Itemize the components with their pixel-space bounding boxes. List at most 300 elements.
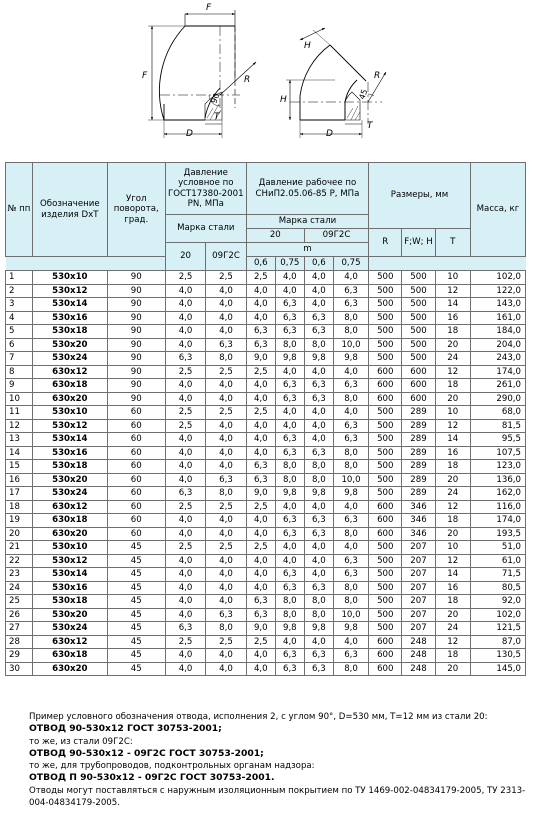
- table-cell: 6,3: [333, 298, 368, 312]
- table-cell: 4,0: [165, 460, 205, 474]
- table-row: [6, 473, 526, 487]
- table-cell: 161,0: [470, 311, 525, 325]
- table-cell: 6,3: [304, 514, 333, 528]
- table-cell: 6,3: [275, 311, 304, 325]
- table-cell: 45: [107, 554, 165, 568]
- table-cell: 4,0: [246, 527, 275, 541]
- table-row: [6, 433, 526, 447]
- table-row: [6, 608, 526, 622]
- table-cell: 28: [6, 635, 33, 649]
- table-cell: 2,5: [206, 365, 246, 379]
- table-row: [6, 392, 526, 406]
- table-cell: 18: [435, 595, 470, 609]
- table-cell: 4,0: [246, 581, 275, 595]
- label-h-top: H: [304, 41, 311, 51]
- table-cell: 6,3: [206, 608, 246, 622]
- table-cell: 4,0: [333, 635, 368, 649]
- table-row: [6, 662, 526, 676]
- table-cell: 4,0: [165, 527, 205, 541]
- table-cell: 90: [107, 284, 165, 298]
- table-cell: 500: [369, 608, 402, 622]
- table-cell: 4,0: [333, 541, 368, 555]
- table-cell: 9,0: [246, 487, 275, 501]
- table-cell: 4,0: [246, 392, 275, 406]
- col-pn-s09: 09Г2С: [206, 243, 246, 271]
- table-row: [6, 622, 526, 636]
- table-cell: 2,5: [165, 271, 205, 285]
- table-cell: 18: [435, 325, 470, 339]
- table-cell: 6,3: [206, 473, 246, 487]
- elbow-drawings: [0, 0, 535, 162]
- table-cell: 289: [402, 487, 435, 501]
- table-cell: 500: [369, 433, 402, 447]
- table-cell: 2,5: [206, 271, 246, 285]
- table-cell: 25: [6, 595, 33, 609]
- table-cell: 90: [107, 311, 165, 325]
- table-cell: 16: [435, 311, 470, 325]
- table-cell: 9,8: [304, 352, 333, 366]
- table-cell: 4,0: [206, 325, 246, 339]
- table-cell: 4,0: [304, 298, 333, 312]
- table-cell: 4,0: [246, 649, 275, 663]
- table-cell: 6,3: [304, 649, 333, 663]
- table-cell: 530x20: [32, 338, 107, 352]
- table-cell: 107,5: [470, 446, 525, 460]
- table-cell: 90: [107, 352, 165, 366]
- table-cell: 6,3: [275, 568, 304, 582]
- table-row: [6, 514, 526, 528]
- table-cell: 4,0: [333, 271, 368, 285]
- table-cell: 630x20: [32, 392, 107, 406]
- table-cell: 9,8: [275, 487, 304, 501]
- col-r: R: [369, 229, 402, 257]
- table-cell: 4,0: [165, 662, 205, 676]
- table-cell: 2,5: [206, 635, 246, 649]
- table-cell: 500: [369, 284, 402, 298]
- table-cell: 6,3: [275, 392, 304, 406]
- table-cell: 4,0: [304, 419, 333, 433]
- table-cell: 530x10: [32, 406, 107, 420]
- table-cell: 4,0: [246, 284, 275, 298]
- table-cell: 6,3: [275, 581, 304, 595]
- table-cell: 60: [107, 460, 165, 474]
- table-cell: 10: [435, 541, 470, 555]
- notes: [5, 711, 527, 809]
- table-cell: 6,3: [246, 608, 275, 622]
- table-cell: 60: [107, 406, 165, 420]
- table-row: [6, 379, 526, 393]
- designation-1: ОТВОД 90-530х12 ГОСТ 30753-2001;: [29, 723, 222, 735]
- table-cell: 4,0: [165, 379, 205, 393]
- table-cell: 4,0: [304, 406, 333, 420]
- table-cell: 2,5: [165, 541, 205, 555]
- col-t: T: [435, 229, 470, 257]
- table-cell: 4,0: [206, 568, 246, 582]
- table-cell: 4,0: [275, 554, 304, 568]
- table-cell: 6,3: [304, 662, 333, 676]
- table-cell: 6,3: [333, 554, 368, 568]
- table-cell: 6,3: [275, 298, 304, 312]
- table-cell: 90: [107, 379, 165, 393]
- table-cell: 530x10: [32, 541, 107, 555]
- table-row: [6, 325, 526, 339]
- table-cell: 4,0: [165, 595, 205, 609]
- table-cell: 26: [6, 608, 33, 622]
- table-cell: 500: [369, 460, 402, 474]
- table-cell: 500: [369, 541, 402, 555]
- table-cell: 4,0: [165, 473, 205, 487]
- table-cell: 4,0: [304, 635, 333, 649]
- table-cell: 45: [107, 608, 165, 622]
- table-cell: 6,3: [304, 392, 333, 406]
- table-cell: 12: [435, 365, 470, 379]
- table-cell: 8,0: [333, 460, 368, 474]
- table-cell: 184,0: [470, 325, 525, 339]
- table-body: [6, 271, 526, 676]
- table-cell: 6,3: [275, 325, 304, 339]
- table-cell: 530x20: [32, 608, 107, 622]
- table-cell: 17: [6, 487, 33, 501]
- table-cell: 4,0: [304, 541, 333, 555]
- col-work-s09: 09Г2С: [304, 229, 368, 243]
- table-cell: 23: [6, 568, 33, 582]
- table-cell: 18: [435, 379, 470, 393]
- table-cell: 7: [6, 352, 33, 366]
- table-row: [6, 365, 526, 379]
- table-cell: 12: [435, 554, 470, 568]
- table-cell: 289: [402, 419, 435, 433]
- col-work-s20: 20: [246, 229, 304, 243]
- col-fwh: F;W; H: [402, 229, 435, 257]
- col-pn-pressure: Давление условное по ГОСТ17380-2001 PN, МПа: [165, 163, 246, 215]
- table-cell: 18: [435, 514, 470, 528]
- table-cell: 6,3: [165, 622, 205, 636]
- designation-2: ОТВОД 90-530х12 - 09Г2С ГОСТ 30753-2001;: [29, 747, 264, 759]
- table-cell: 6,3: [333, 419, 368, 433]
- table-cell: 6,3: [206, 338, 246, 352]
- table-cell: 600: [369, 500, 402, 514]
- table-cell: 20: [435, 473, 470, 487]
- table-cell: 6,3: [246, 338, 275, 352]
- elbow-spec-table: [5, 162, 526, 676]
- table-row: [6, 338, 526, 352]
- table-cell: 500: [402, 311, 435, 325]
- table-cell: 12: [435, 500, 470, 514]
- table-cell: 18: [435, 649, 470, 663]
- table-cell: 600: [369, 635, 402, 649]
- table-cell: 4,0: [206, 419, 246, 433]
- table-cell: 116,0: [470, 500, 525, 514]
- table-cell: 630x20: [32, 662, 107, 676]
- table-cell: 12: [435, 419, 470, 433]
- table-cell: 207: [402, 622, 435, 636]
- table-cell: 24: [435, 487, 470, 501]
- table-cell: 4,0: [246, 662, 275, 676]
- table-cell: 9,8: [333, 622, 368, 636]
- label-r2: R: [374, 71, 381, 81]
- table-cell: 8,0: [275, 595, 304, 609]
- table-cell: 500: [369, 298, 402, 312]
- table-cell: 122,0: [470, 284, 525, 298]
- table-cell: 193,5: [470, 527, 525, 541]
- table-cell: 4,0: [165, 311, 205, 325]
- table-cell: 8,0: [275, 608, 304, 622]
- table-cell: 2,5: [246, 635, 275, 649]
- table-cell: 60: [107, 433, 165, 447]
- table-cell: 4,0: [165, 325, 205, 339]
- col-work-pressure: Давление рабочее по СНиП2.05.06-85 P, МПа: [246, 163, 368, 215]
- table-cell: 12: [435, 284, 470, 298]
- table-cell: 4,0: [206, 649, 246, 663]
- table-cell: 8: [6, 365, 33, 379]
- table-cell: 500: [369, 473, 402, 487]
- table-cell: 4,0: [165, 608, 205, 622]
- table-row: [6, 284, 526, 298]
- table-cell: 500: [369, 568, 402, 582]
- table-cell: 500: [369, 406, 402, 420]
- table-cell: 8,0: [275, 338, 304, 352]
- table-row: [6, 311, 526, 325]
- table-cell: 600: [369, 392, 402, 406]
- table-row: [6, 649, 526, 663]
- table-cell: 207: [402, 568, 435, 582]
- table-cell: 61,0: [470, 554, 525, 568]
- table-cell: 500: [369, 271, 402, 285]
- table-cell: 6,3: [275, 514, 304, 528]
- col-m3: 0,6: [304, 257, 333, 271]
- table-cell: 6: [6, 338, 33, 352]
- table-cell: 174,0: [470, 514, 525, 528]
- table-cell: 6,3: [333, 568, 368, 582]
- label-angle2: 45: [357, 88, 370, 101]
- table-cell: 4,0: [165, 338, 205, 352]
- table-cell: 19: [6, 514, 33, 528]
- table-cell: 4,0: [206, 581, 246, 595]
- table-cell: 8,0: [304, 338, 333, 352]
- table-cell: 16: [435, 446, 470, 460]
- table-cell: 10: [435, 406, 470, 420]
- table-row: [6, 460, 526, 474]
- table-cell: 4,0: [206, 460, 246, 474]
- table-cell: 143,0: [470, 298, 525, 312]
- table-cell: 12: [6, 419, 33, 433]
- table-cell: 4,0: [206, 298, 246, 312]
- table-cell: 4,0: [304, 433, 333, 447]
- table-cell: 248: [402, 662, 435, 676]
- table-cell: 1: [6, 271, 33, 285]
- table-cell: 45: [107, 541, 165, 555]
- table-cell: 90: [107, 392, 165, 406]
- table-cell: 60: [107, 514, 165, 528]
- label-r: R: [244, 75, 251, 85]
- table-cell: 45: [107, 595, 165, 609]
- table-cell: 207: [402, 541, 435, 555]
- table-cell: 4,0: [165, 446, 205, 460]
- table-cell: 530x20: [32, 473, 107, 487]
- table-row: [6, 568, 526, 582]
- col-sizes: Размеры, мм: [369, 163, 471, 229]
- table-row: [6, 581, 526, 595]
- table-cell: 4,0: [304, 554, 333, 568]
- table-cell: 6,3: [304, 311, 333, 325]
- table-cell: 500: [369, 487, 402, 501]
- col-m1: 0,6: [246, 257, 275, 271]
- table-cell: 81,5: [470, 419, 525, 433]
- table-cell: 8,0: [333, 311, 368, 325]
- table-cell: 8,0: [333, 662, 368, 676]
- table-cell: 530x24: [32, 487, 107, 501]
- table-cell: 630x18: [32, 514, 107, 528]
- table-cell: 8,0: [206, 487, 246, 501]
- table-cell: 4,0: [165, 284, 205, 298]
- label-t: T: [214, 112, 220, 122]
- col-num: № пп: [6, 163, 33, 257]
- table-cell: 4,0: [246, 419, 275, 433]
- table-cell: 8,0: [304, 608, 333, 622]
- table-cell: 2,5: [246, 406, 275, 420]
- table-cell: 8,0: [304, 473, 333, 487]
- table-cell: 4,0: [165, 433, 205, 447]
- table-cell: 500: [369, 311, 402, 325]
- table-cell: 16: [6, 473, 33, 487]
- table-cell: 4,0: [246, 298, 275, 312]
- table-cell: 530x14: [32, 568, 107, 582]
- table-cell: 21: [6, 541, 33, 555]
- table-cell: 530x12: [32, 554, 107, 568]
- table-cell: 530x16: [32, 311, 107, 325]
- table-cell: 243,0: [470, 352, 525, 366]
- table-cell: 500: [402, 352, 435, 366]
- table-cell: 4,0: [165, 568, 205, 582]
- table-cell: 530x18: [32, 325, 107, 339]
- table-cell: 145,0: [470, 662, 525, 676]
- table-cell: 68,0: [470, 406, 525, 420]
- table-cell: 4,0: [333, 365, 368, 379]
- table-cell: 4,0: [165, 649, 205, 663]
- table-cell: 500: [369, 338, 402, 352]
- table-cell: 289: [402, 446, 435, 460]
- table-cell: 6,3: [333, 649, 368, 663]
- table-cell: 6,3: [304, 527, 333, 541]
- col-angle: Угол поворота, град.: [107, 163, 165, 257]
- table-cell: 9,0: [246, 622, 275, 636]
- table-cell: 530x12: [32, 284, 107, 298]
- table-row: [6, 406, 526, 420]
- label-f-top: F: [206, 3, 212, 13]
- table-cell: 3: [6, 298, 33, 312]
- table-cell: 162,0: [470, 487, 525, 501]
- table-cell: 18: [435, 460, 470, 474]
- table-cell: 10: [435, 271, 470, 285]
- table-cell: 14: [435, 568, 470, 582]
- table-cell: 60: [107, 527, 165, 541]
- table-row: [6, 595, 526, 609]
- header-spacer: [369, 257, 526, 271]
- table-cell: 9,8: [333, 487, 368, 501]
- table-cell: 45: [107, 662, 165, 676]
- table-cell: 174,0: [470, 365, 525, 379]
- table-cell: 4,0: [246, 311, 275, 325]
- table-cell: 4,0: [206, 514, 246, 528]
- table-cell: 4,0: [206, 662, 246, 676]
- table-cell: 2,5: [206, 541, 246, 555]
- table-cell: 530x18: [32, 595, 107, 609]
- table-cell: 12: [435, 635, 470, 649]
- table-cell: 8,0: [206, 622, 246, 636]
- table-cell: 4,0: [275, 365, 304, 379]
- table-cell: 289: [402, 433, 435, 447]
- table-cell: 500: [369, 622, 402, 636]
- table-cell: 10: [6, 392, 33, 406]
- table-cell: 600: [402, 392, 435, 406]
- table-cell: 90: [107, 365, 165, 379]
- table-cell: 4,0: [165, 514, 205, 528]
- table-cell: 530x10: [32, 271, 107, 285]
- table-cell: 90: [107, 338, 165, 352]
- table-cell: 20: [435, 392, 470, 406]
- table-cell: 207: [402, 581, 435, 595]
- table-cell: 6,3: [333, 514, 368, 528]
- table-cell: 11: [6, 406, 33, 420]
- table-cell: 6,3: [246, 325, 275, 339]
- table-cell: 530x16: [32, 581, 107, 595]
- table-cell: 87,0: [470, 635, 525, 649]
- table-cell: 9,0: [246, 352, 275, 366]
- table-cell: 121,5: [470, 622, 525, 636]
- table-cell: 630x18: [32, 379, 107, 393]
- table-cell: 4,0: [206, 433, 246, 447]
- table-cell: 600: [369, 379, 402, 393]
- table-cell: 6,3: [275, 662, 304, 676]
- table-cell: 80,5: [470, 581, 525, 595]
- col-m: m: [246, 243, 368, 257]
- table-cell: 6,3: [246, 473, 275, 487]
- table-row: [6, 554, 526, 568]
- table-cell: 2,5: [246, 365, 275, 379]
- table-cell: 289: [402, 473, 435, 487]
- table-cell: 4,0: [275, 541, 304, 555]
- table-cell: 630x20: [32, 527, 107, 541]
- col-designation: Обозначение изделия DxT: [32, 163, 107, 257]
- table-cell: 248: [402, 635, 435, 649]
- table-cell: 2,5: [206, 406, 246, 420]
- table-cell: 6,3: [333, 284, 368, 298]
- table-cell: 4,0: [206, 595, 246, 609]
- col-pn-steel: Марка стали: [165, 215, 246, 243]
- table-cell: 130,5: [470, 649, 525, 663]
- table-cell: 600: [369, 527, 402, 541]
- table-cell: 630x12: [32, 635, 107, 649]
- table-cell: 4,0: [333, 500, 368, 514]
- table-cell: 4,0: [275, 419, 304, 433]
- table-cell: 6,3: [275, 446, 304, 460]
- table-row: [6, 298, 526, 312]
- label-t2: T: [367, 121, 373, 131]
- table-cell: 600: [369, 662, 402, 676]
- table-cell: 4,0: [206, 392, 246, 406]
- table-cell: 10,0: [333, 473, 368, 487]
- label-d2: D: [326, 129, 333, 139]
- table-cell: 500: [402, 284, 435, 298]
- table-cell: 8,0: [206, 352, 246, 366]
- table-cell: 4,0: [165, 298, 205, 312]
- table-cell: 2,5: [165, 635, 205, 649]
- table-cell: 207: [402, 554, 435, 568]
- table-cell: 90: [107, 271, 165, 285]
- table-cell: 30: [6, 662, 33, 676]
- table-cell: 9,8: [304, 487, 333, 501]
- table-row: [6, 635, 526, 649]
